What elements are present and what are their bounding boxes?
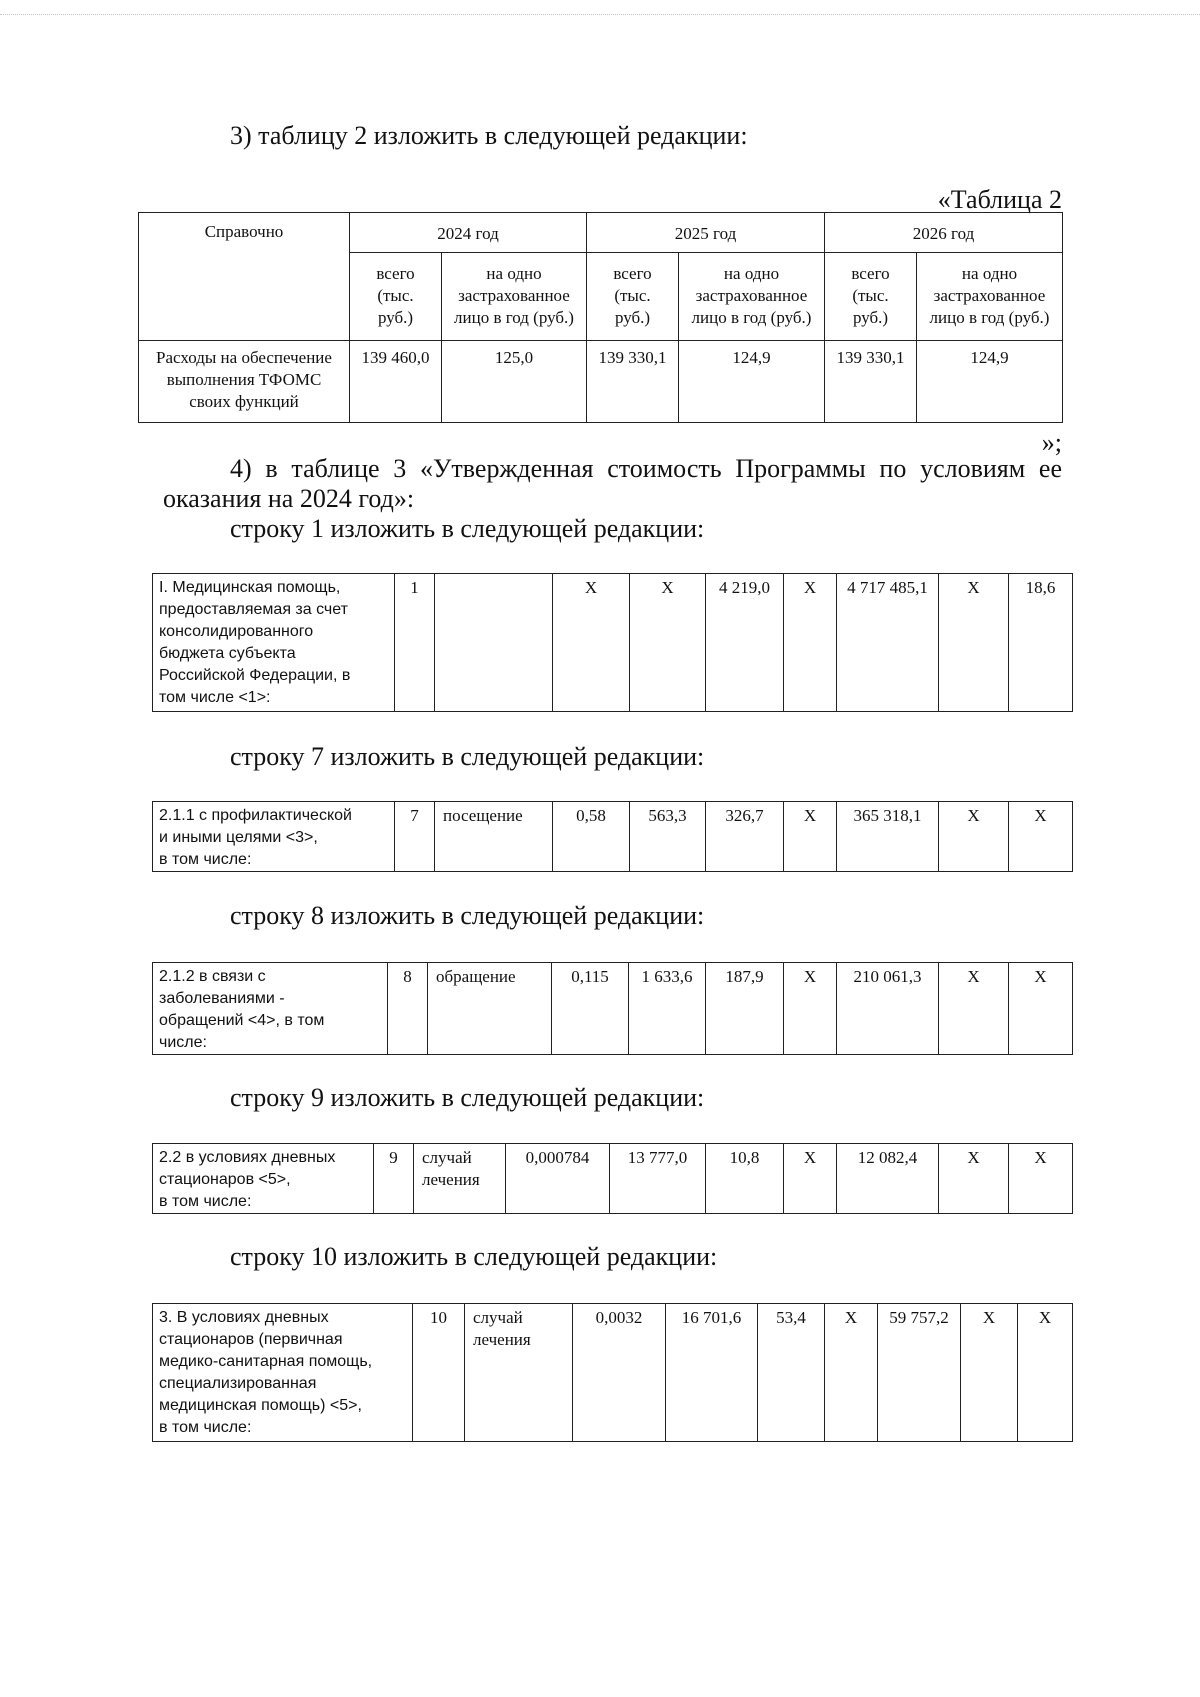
row7-cell: 563,3 — [630, 802, 706, 872]
table2-cell: 124,9 — [679, 341, 825, 423]
row9-cell: Х — [1009, 1144, 1073, 1214]
table2-per-person-header: на одно застрахованное лицо в год (руб.) — [442, 253, 587, 341]
item4-line1: 4) в таблице 3 «Утвержденная стоимость Программы по условиям ее — [230, 454, 1062, 483]
row8-cell: 210 061,3 — [837, 963, 939, 1055]
row1-cell: Х — [553, 574, 630, 712]
row9-cell: 12 082,4 — [837, 1144, 939, 1214]
table2-total-header: всего (тыс. руб.) — [587, 253, 679, 341]
row7-cell: 326,7 — [706, 802, 784, 872]
table2 — [138, 212, 1063, 423]
table2-header-2026: 2026 год — [825, 213, 1063, 253]
row8-cell: Х — [784, 963, 837, 1055]
table2-caption: «Таблица 2 — [937, 185, 1062, 214]
row1-number: 1 — [395, 574, 435, 712]
row7-table — [152, 801, 1073, 872]
row1-cell: 4 219,0 — [706, 574, 784, 712]
row1-cell: Х — [939, 574, 1009, 712]
row7-number: 7 — [395, 802, 435, 872]
table2-per-person-header: на одно застрахованное лицо в год (руб.) — [679, 253, 825, 341]
row10-cell: Х — [825, 1304, 878, 1442]
item4-line2: оказания на 2024 год»: — [163, 484, 415, 513]
row9-cell: 0,000784 — [506, 1144, 610, 1214]
row8-label: 2.1.2 в связи с заболеваниями - обращений <4>, в том числе: — [153, 963, 388, 1055]
row1-cell: 18,6 — [1009, 574, 1073, 712]
table2-total-header: всего (тыс. руб.) — [825, 253, 917, 341]
row1-cell: Х — [784, 574, 837, 712]
row9-cell: Х — [939, 1144, 1009, 1214]
row7-cell: 365 318,1 — [837, 802, 939, 872]
row10-number: 10 — [413, 1304, 465, 1442]
row7-unit: посещение — [435, 802, 553, 872]
table2-cell: 139 460,0 — [350, 341, 442, 423]
table2-closing: »; — [1041, 428, 1062, 457]
table2-total-header: всего (тыс. руб.) — [350, 253, 442, 341]
row1-unit — [435, 574, 553, 712]
row9-cell: 10,8 — [706, 1144, 784, 1214]
row10-heading: строку 10 изложить в следующей редакции: — [230, 1242, 718, 1271]
row8-table — [152, 962, 1073, 1055]
row10-cell: 16 701,6 — [666, 1304, 758, 1442]
row9-number: 9 — [374, 1144, 414, 1214]
row8-heading: строку 8 изложить в следующей редакции: — [230, 901, 705, 930]
row9-label: 2.2 в условиях дневных стационаров <5>, в том числе: — [153, 1144, 374, 1214]
row7-heading: строку 7 изложить в следующей редакции: — [230, 742, 705, 771]
row1-table — [152, 573, 1073, 712]
row1-heading: строку 1 изложить в следующей редакции: — [230, 514, 705, 543]
table2-header-2024: 2024 год — [350, 213, 587, 253]
table2-header-2025: 2025 год — [587, 213, 825, 253]
row7-cell: Х — [939, 802, 1009, 872]
row8-cell: 187,9 — [706, 963, 784, 1055]
table2-row-label: Расходы на обеспечение выполнения ТФОМС своих функций — [139, 341, 350, 423]
item3-heading: 3) таблицу 2 изложить в следующей редакции: — [230, 121, 748, 150]
row8-number: 8 — [388, 963, 428, 1055]
row7-label: 2.1.1 с профилактической и иными целями <3>, в том числе: — [153, 802, 395, 872]
row10-label: 3. В условиях дневных стационаров (первичная медико-санитарная помощь, специализированная медицинская помощь) <5>, в том числе: — [153, 1304, 413, 1442]
row10-cell: Х — [1018, 1304, 1073, 1442]
row10-cell: 59 757,2 — [878, 1304, 961, 1442]
row9-table — [152, 1143, 1073, 1214]
table2-header-ref: Справочно — [139, 213, 350, 341]
row9-cell: Х — [784, 1144, 837, 1214]
row8-unit: обращение — [428, 963, 552, 1055]
row8-cell: 1 633,6 — [629, 963, 706, 1055]
row10-cell: Х — [961, 1304, 1018, 1442]
row1-cell: 4 717 485,1 — [837, 574, 939, 712]
row8-cell: 0,115 — [552, 963, 629, 1055]
table2-cell: 124,9 — [917, 341, 1063, 423]
row8-cell: Х — [1009, 963, 1073, 1055]
row9-unit: случай лечения — [414, 1144, 506, 1214]
row9-cell: 13 777,0 — [610, 1144, 706, 1214]
row10-table — [152, 1303, 1073, 1442]
row1-cell: Х — [630, 574, 706, 712]
page-top-edge — [0, 14, 1200, 15]
row10-cell: 53,4 — [758, 1304, 825, 1442]
row7-cell: Х — [1009, 802, 1073, 872]
table2-cell: 139 330,1 — [587, 341, 679, 423]
row10-cell: 0,0032 — [573, 1304, 666, 1442]
row7-cell: Х — [784, 802, 837, 872]
row7-cell: 0,58 — [553, 802, 630, 872]
table2-cell: 139 330,1 — [825, 341, 917, 423]
row9-heading: строку 9 изложить в следующей редакции: — [230, 1083, 705, 1112]
row8-cell: Х — [939, 963, 1009, 1055]
row10-unit: случай лечения — [465, 1304, 573, 1442]
table2-cell: 125,0 — [442, 341, 587, 423]
table2-per-person-header: на одно застрахованное лицо в год (руб.) — [917, 253, 1063, 341]
row1-label: I. Медицинская помощь, предоставляемая за счет консолидированного бюджета субъекта Российской Федерации, в том числе <1>: — [153, 574, 395, 712]
